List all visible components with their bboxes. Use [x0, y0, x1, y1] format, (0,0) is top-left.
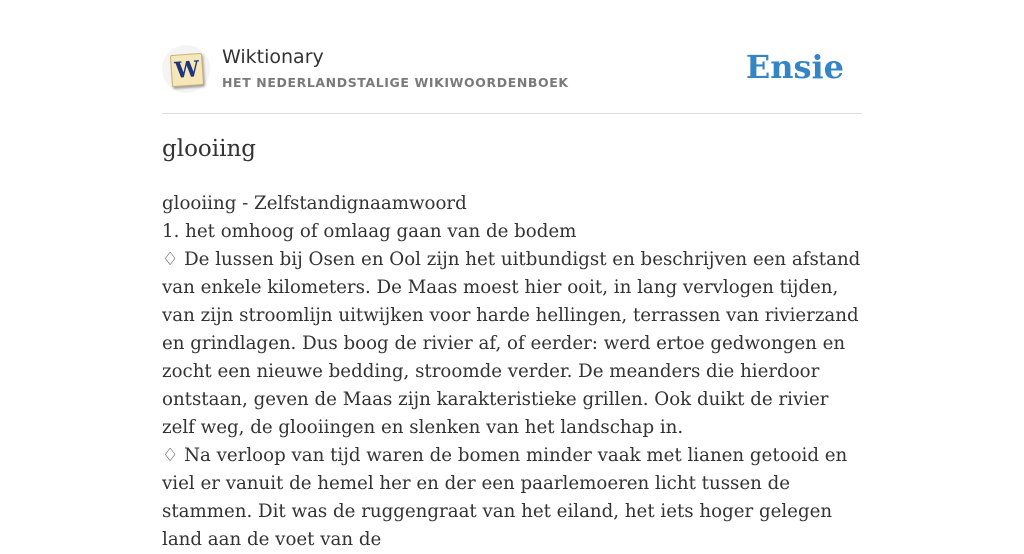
entry-body [162, 190, 862, 554]
logo-letter: W [170, 53, 204, 87]
site-tagline: HET NEDERLANDSTALIGE WIKIWOORDENBOEK [222, 75, 569, 90]
example-sentence: ♢ Na verloop van tijd waren de bomen minder vaak met lianen getooid en viel er vanuit de hemel her en der een paarlemoeren licht tussen de stammen. Dit was de ruggengraat van het eiland, het iets hoger gelegen land aan de voet van de [162, 445, 848, 550]
site-header [162, 0, 862, 114]
wiktionary-logo-icon[interactable] [162, 45, 210, 93]
page [162, 0, 862, 550]
ensie-brand-logo[interactable]: Ensie [745, 48, 844, 86]
page-title: glooiing [162, 136, 257, 162]
entry-heading-line: glooiing - Zelfstandignaamwoord [162, 193, 467, 214]
example-sentence: ♢ De lussen bij Osen en Ool zijn het uitbundigst en beschrijven een afstand van enkele kilometers. De Maas moest hier ooit, in lang vervlogen tijden, van zijn stroomlijn uitwijken voor harde hellingen, terrassen van rivierzand en grindlagen. Dus boog de rivier af, of eerder: werd ertoe gedwongen en zocht een nieuwe bedding, stroomde verder. De meanders die hierdoor ontstaan, geven de Maas zijn karakteristieke grillen. Ook duikt de rivier zelf weg, de glooiingen en slenken van het landschap in. [162, 249, 861, 438]
definition: 1. het omhoog of omlaag gaan van de bodem [162, 221, 577, 242]
site-name[interactable]: Wiktionary [222, 46, 324, 68]
